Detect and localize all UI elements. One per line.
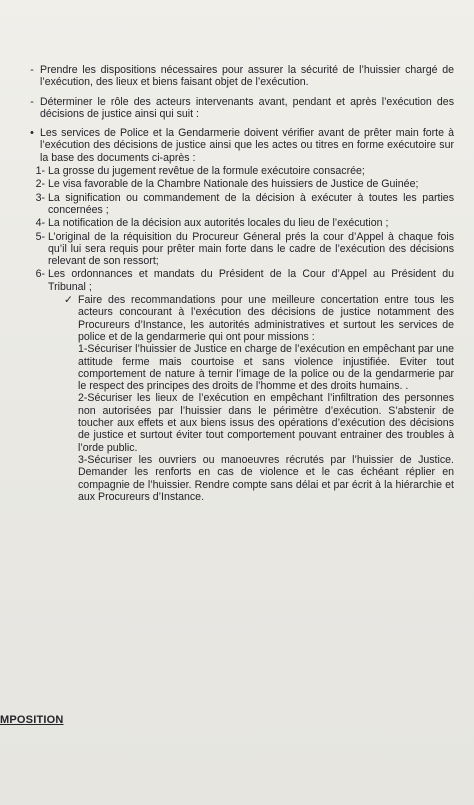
item-text: La grosse du jugement revêtue de la formule exécutoire consacrée; bbox=[48, 165, 365, 178]
mission-paragraph: 3-Sécuriser les ouvriers ou manoeuvres récrutés par l’huissier de Justice. Demander les renforts en cas de violence et le cas échéant réplier en compagnie de l’huissier. Rendre compte sans délai et par écrit à la hiérarchie et aux Procureurs d’Instance. bbox=[78, 453, 454, 503]
item-text: Les ordonnances et mandats du Président de la Cour d’Appel au Président du Tribunal ; bbox=[48, 268, 454, 293]
item-text: La signification ou commandement de la décision à exécuter à toutes les parties concernées ; bbox=[48, 191, 454, 216]
bullet-item bbox=[24, 127, 454, 164]
item-text: Le visa favorable de la Chambre Nationale des huissiers de Justice de Guinée; bbox=[48, 178, 419, 191]
mission-paragraph: 2-Sécuriser les lieux de l’exécution en empêchant l’infiltration des personnes non autorisées par l’huissier dans le périmètre d’exécution. S’abstenir de toucher aux effets et aux biens issus des opérations d’exécution des décisions de justice et surtout éviter tout comportement pouvant entrainer des troubles à l’orde public. bbox=[78, 392, 454, 454]
numbered-list bbox=[24, 165, 454, 293]
checkmark-icon: ✓ bbox=[64, 294, 73, 307]
bullet-text: Déterminer le rôle des acteurs intervenants avant, pendant et après l’exécution des décisions de justice ainsi qui suit : bbox=[40, 95, 454, 120]
bullet-marker: • bbox=[30, 127, 34, 140]
bullet-item bbox=[24, 64, 454, 89]
bullet-marker: - bbox=[30, 95, 34, 108]
bullet-text: Prendre les dispositions nécessaires pour assurer la sécurité de l’huissier chargé de l’exécution, des lieux et biens faisant objet de l’exécution. bbox=[40, 64, 454, 89]
item-number: 2- bbox=[35, 178, 45, 191]
item-number: 6- bbox=[35, 268, 45, 281]
list-item bbox=[24, 178, 454, 190]
item-number: 1- bbox=[35, 165, 45, 178]
bullet-text: Les services de Police et la Gendarmerie doivent vérifier avant de prêter main forte à l’exécution des décisions de justice ainsi que les actes ou titres en forme exécutoire sur la base des documents ci-après : bbox=[40, 127, 454, 164]
bullet-marker: - bbox=[30, 64, 34, 76]
recommendation-text: Faire des recommandations pour une meilleure concertation entre tous les acteurs concourant à l’exécution des décisions de justice notamment des Procureurs d’Instance, les autorités administratives et surtout les services de police et de la gendarmerie qui ont pour missions : bbox=[78, 294, 454, 343]
item-number: 4- bbox=[35, 217, 45, 230]
mission-paragraph: 1-Sécuriser l’huissier de Justice en charge de l’exécution en empêchant par une attitude ferme mais courtoise et sans violence injustifiée. Eviter tout comportement de nature à ternir l’image de la police ou de la gendarmerie par le respect des principes des droits de l’homme et des droits humains. . bbox=[78, 343, 454, 393]
list-item bbox=[24, 165, 454, 177]
item-number: 5- bbox=[35, 230, 45, 243]
list-item bbox=[24, 217, 454, 229]
recommendations-block bbox=[64, 294, 454, 503]
item-text: L’original de la réquisition du Procureur Géneral prés la cour d’Appel à chaque fois qu’il lui sera requis pour prêter main forte dans le cadre de l’exécution des décisions relevant de son ressort; bbox=[48, 230, 454, 268]
section-heading: MPOSITION bbox=[0, 714, 64, 726]
item-number: 3- bbox=[35, 191, 45, 204]
list-item bbox=[24, 192, 454, 217]
list-item bbox=[24, 231, 454, 268]
item-text: La notification de la décision aux autorités locales du lieu de l’exécution ; bbox=[48, 217, 389, 230]
list-item bbox=[24, 268, 454, 293]
bullet-item bbox=[24, 96, 454, 121]
